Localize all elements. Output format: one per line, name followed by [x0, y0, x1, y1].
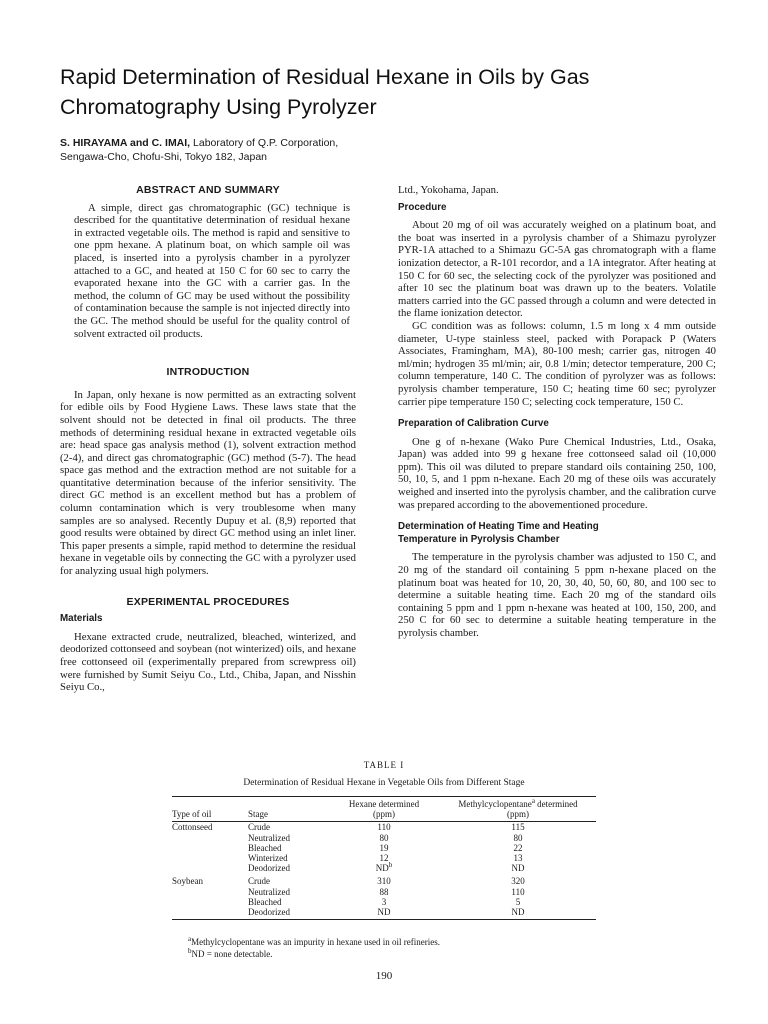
heating-heading-line-2: Temperature in Pyrolysis Chamber: [398, 533, 560, 545]
cell-hexane-value: 310: [377, 876, 391, 887]
cell-hexane-value: ND: [377, 907, 391, 918]
cell-hexane-value: 88: [379, 886, 389, 897]
table-footnotes: [188, 936, 440, 960]
cell-type-of-oil: [172, 843, 248, 853]
heating-text: The temperature in the pyrolysis chamber was adjusted to 150 C, and 20 mg of the standard oil containing 5 ppm n-hexane placed on the platinum boat was heated for 10, 20, 30, 40, 50, 60, 80, and 100 sec to determine a suitable heating time. Each 20 mg of the standard oils containing 5 ppm and 1 ppm n-hexane was heated at 100, 150, 200, and 250 C for 60 sec to determine a suitable heating temperature in the pyrolysis chamber.: [398, 551, 716, 639]
cell-stage-value: Deodorized: [248, 907, 290, 918]
left-column: [60, 184, 356, 694]
cell-hexane: [328, 873, 440, 886]
cell-type-of-oil: [172, 887, 248, 897]
cell-methylcyclopentane-value: ND: [511, 907, 525, 918]
paper-title: Rapid Determination of Residual Hexane in Oils by Gas Chromatography Using Pyrolyzer: [60, 65, 590, 119]
cell-stage-value: Bleached: [248, 842, 282, 853]
cell-methylcyclopentane-value: 80: [513, 832, 523, 843]
cell-stage: [248, 833, 328, 843]
cell-stage: [248, 907, 328, 920]
table-label: TABLE I: [363, 760, 405, 770]
right-column: [398, 184, 716, 640]
cell-type-of-oil: [172, 833, 248, 843]
footnote-b: [188, 948, 440, 960]
procedure-paragraph-2: GC condition was as follows: column, 1.5 m long x 4 mm outside diameter, U-type stainless steel, packed with Porapack P (Waters Associates, Framingham, MA), 80-100 mesh; carrier gas, nitrogen 40 ml/min; hydrogen 35 ml/min; air, 0.8 1/min; detector temperature, 200 C; column temperature, 140 C. The condition of pyrolyzer was as follows: pyrolysis chamber temperature, 150 C; heating time 60 sec; pyrolyzer carrier pipe temperature 150 C; selecting cock temperature, 150 C.: [398, 319, 716, 408]
cell-stage: [248, 873, 328, 886]
data-table: [172, 796, 596, 920]
footnote-a-mark: a: [188, 935, 192, 943]
header-methylcyclopentane: [440, 797, 596, 822]
header-methyl-footnote-mark: a: [531, 797, 535, 805]
cell-methylcyclopentane-value: 115: [511, 822, 525, 833]
cell-hexane-value: 12: [379, 853, 389, 864]
header-methyl-line-1b: determined: [534, 799, 578, 809]
footnote-b-text: ND = none detectable.: [191, 949, 273, 959]
cell-stage-value: Crude: [248, 822, 270, 833]
cell-methylcyclopentane-value: ND: [511, 863, 525, 874]
table-row: [172, 897, 596, 907]
cell-methylcyclopentane-value: 5: [515, 896, 521, 907]
cell-hexane: [328, 887, 440, 897]
cell-hexane-value: 19: [379, 842, 389, 853]
procedure-paragraph-1: About 20 mg of oil was accurately weighed on a platinum boat, and the boat was inserted in a pyrolysis chamber of a Shimazu pyrolyzer PYR-1A attached to a Shimazu GC-5A gas chromatograph with a flame ionization detector, a R-101 recordor, and a 1A integrator. After heating at 150 C for 60 sec, the selecting cock of the pyrolyzer was positioned and after 10 sec the platinum boat was drawn up to the beaters. Volatile matters carried into the GC passed through a column and were detected in the flame ionization detector.: [398, 219, 716, 320]
cell-type-of-oil-value: Soybean: [172, 876, 203, 887]
cell-type-of-oil-value: Cottonseed: [172, 822, 213, 833]
calibration-heading: Preparation of Calibration Curve: [398, 418, 549, 430]
cell-hexane-value: 110: [377, 822, 391, 833]
cell-methylcyclopentane-value: 22: [513, 842, 523, 853]
cell-methylcyclopentane: [440, 873, 596, 886]
calibration-text: One g of n-hexane (Wako Pure Chemical Industries, Ltd., Osaka, Japan) was added into 99 g hexane free cottonseed salad oil (10,000 ppm). This oil was diluted to prepare standard oils containing 250, 100, 50, 10, 5, and 1 ppm n-hexane. Each 20 mg of these oils was accurately weighed and inserted into the pyrolysis chamber, and the calibration curve was prepared according to the abovementioned procedure.: [398, 435, 717, 511]
cell-hexane-value: ND: [375, 863, 389, 874]
cell-stage: [248, 822, 328, 833]
heating-heading-line-1: Determination of Heating Time and Heating: [398, 521, 599, 533]
materials-heading: Materials: [60, 613, 103, 625]
header-hexane: [328, 797, 440, 822]
cell-hexane: [328, 843, 440, 853]
table-row: [172, 822, 596, 833]
header-methyl-line-1: Methylcyclopentane: [458, 799, 532, 809]
author-block: [60, 136, 560, 164]
table-row: [172, 843, 596, 853]
materials-text: Hexane extracted crude, neutralized, bleached, winterized, and deodorized cottonseed and soybean (not winterized) oils, and hexane free cottonseed oil (experimentally prepared from screwpress oil) were furnished by Sumit Seiyu Co., Ltd., Chiba, Japan, and Nisshin Seiyu Co.,: [60, 630, 356, 694]
cell-stage: [248, 863, 328, 873]
experimental-heading: EXPERIMENTAL PROCEDURES: [126, 595, 290, 608]
author-names: S. HIRAYAMA and C. IMAI,: [60, 137, 191, 149]
table-row: [172, 907, 596, 920]
table-header-row: [172, 797, 596, 822]
cell-stage-value: Neutralized: [248, 886, 290, 897]
cell-stage: [248, 843, 328, 853]
table-row: [172, 853, 596, 863]
header-type: Type of oil: [172, 797, 248, 822]
table-row: [172, 887, 596, 897]
cell-hexane-value: 80: [379, 832, 389, 843]
cell-hexane-footnote-mark: b: [388, 861, 393, 870]
author-affiliation: Laboratory of Q.P. Corporation,: [190, 137, 339, 149]
footnote-a-text: Methylcyclopentane was an impurity in hexane used in oil refineries.: [191, 937, 441, 947]
cell-type-of-oil: [172, 907, 248, 920]
page-number: 190: [375, 970, 393, 982]
cell-hexane-value: 3: [381, 896, 387, 907]
cell-hexane: [328, 907, 440, 920]
cell-methylcyclopentane: [440, 843, 596, 853]
cell-methylcyclopentane: [440, 853, 596, 863]
introduction-text: In Japan, only hexane is now permitted as an extracting solvent for edible oils by Food Hygiene Laws. These laws state that the solvent should not be detected in final oil products. The three methods of determining residual hexane in extracted vegetable oils are: head space gas analysis method (1), solvent extraction method (2-4), and direct gas chromatographic (GC) method (5-7). The head space gas method and the extraction method are not suitable for a quantitative determination because of the inferior sensitivity. The direct GC method is an excellent method but has a problem of column contamination which is very troublesome when many samples are so analysed. Recently Dupuy et al. (8,9) reported that good results were obtained by direct GC method using an inlet liner. This paper presents a simple, rapid method to determine the residual hexane in vegetable oils by connecting the GC with a pyrolyzer used for analyzing usual high polymers.: [60, 388, 356, 578]
header-stage: Stage: [248, 797, 328, 822]
cell-type-of-oil: [172, 897, 248, 907]
cell-hexane: [328, 897, 440, 907]
cell-stage: [248, 897, 328, 907]
cell-stage: [248, 887, 328, 897]
footnote-a: [188, 936, 440, 948]
cell-stage-value: Deodorized: [248, 863, 290, 874]
cell-methylcyclopentane-value: 110: [511, 886, 525, 897]
cell-type-of-oil: [172, 822, 248, 833]
cell-hexane: [328, 853, 440, 863]
header-hexane-line-2: (ppm): [373, 809, 395, 820]
cell-methylcyclopentane: [440, 822, 596, 833]
abstract-text: A simple, direct gas chromatographic (GC) technique is described for the quantitative determination of residual hexane in extracted vegetable oils. The method is rapid and sensitive to one ppm hexane. A platinum boat, on which sample oil was placed, is inserted into a pyrolysis chamber in a pyrolyzer attached to a GC, and heated at 150 C for 60 sec to carry the evaporated hexane into the GC with a carrier gas. In the method, the column of GC may be used without the possibility of contamination because the sample is not injected directly into the GC. The method should be useful for the quality control of solvent extracted oil products.: [74, 201, 350, 340]
cell-stage-value: Bleached: [248, 896, 282, 907]
procedure-heading: Procedure: [398, 201, 447, 213]
cell-hexane: [328, 822, 440, 833]
cell-methylcyclopentane: [440, 833, 596, 843]
table-row: [172, 873, 596, 886]
header-methyl-line-2: (ppm): [507, 809, 529, 820]
introduction-heading: INTRODUCTION: [166, 366, 250, 379]
table-title: Determination of Residual Hexane in Vegetable Oils from Different Stage: [243, 778, 525, 788]
cell-methylcyclopentane: [440, 907, 596, 920]
cell-type-of-oil: [172, 873, 248, 886]
heating-heading: [398, 521, 716, 546]
abstract-heading: ABSTRACT AND SUMMARY: [136, 184, 280, 196]
cell-stage-value: Neutralized: [248, 832, 290, 843]
cell-stage-value: Crude: [248, 876, 270, 887]
cell-methylcyclopentane-value: 13: [513, 853, 523, 864]
cell-methylcyclopentane: [440, 863, 596, 873]
cell-hexane: [328, 863, 440, 873]
cell-stage: [248, 853, 328, 863]
cell-type-of-oil: [172, 863, 248, 873]
materials-text-continued: Ltd., Yokohama, Japan.: [398, 184, 499, 196]
cell-hexane: [328, 833, 440, 843]
footnote-b-mark: b: [188, 947, 192, 955]
cell-type-of-oil: [172, 853, 248, 863]
header-hexane-line-1: Hexane determined: [348, 799, 420, 809]
cell-stage-value: Winterized: [248, 853, 288, 864]
cell-methylcyclopentane-value: 320: [511, 876, 525, 887]
author-address: Sengawa-Cho, Chofu-Shi, Tokyo 182, Japan: [60, 151, 268, 163]
cell-methylcyclopentane: [440, 897, 596, 907]
table-row: [172, 863, 596, 873]
cell-methylcyclopentane: [440, 887, 596, 897]
table-row: [172, 833, 596, 843]
